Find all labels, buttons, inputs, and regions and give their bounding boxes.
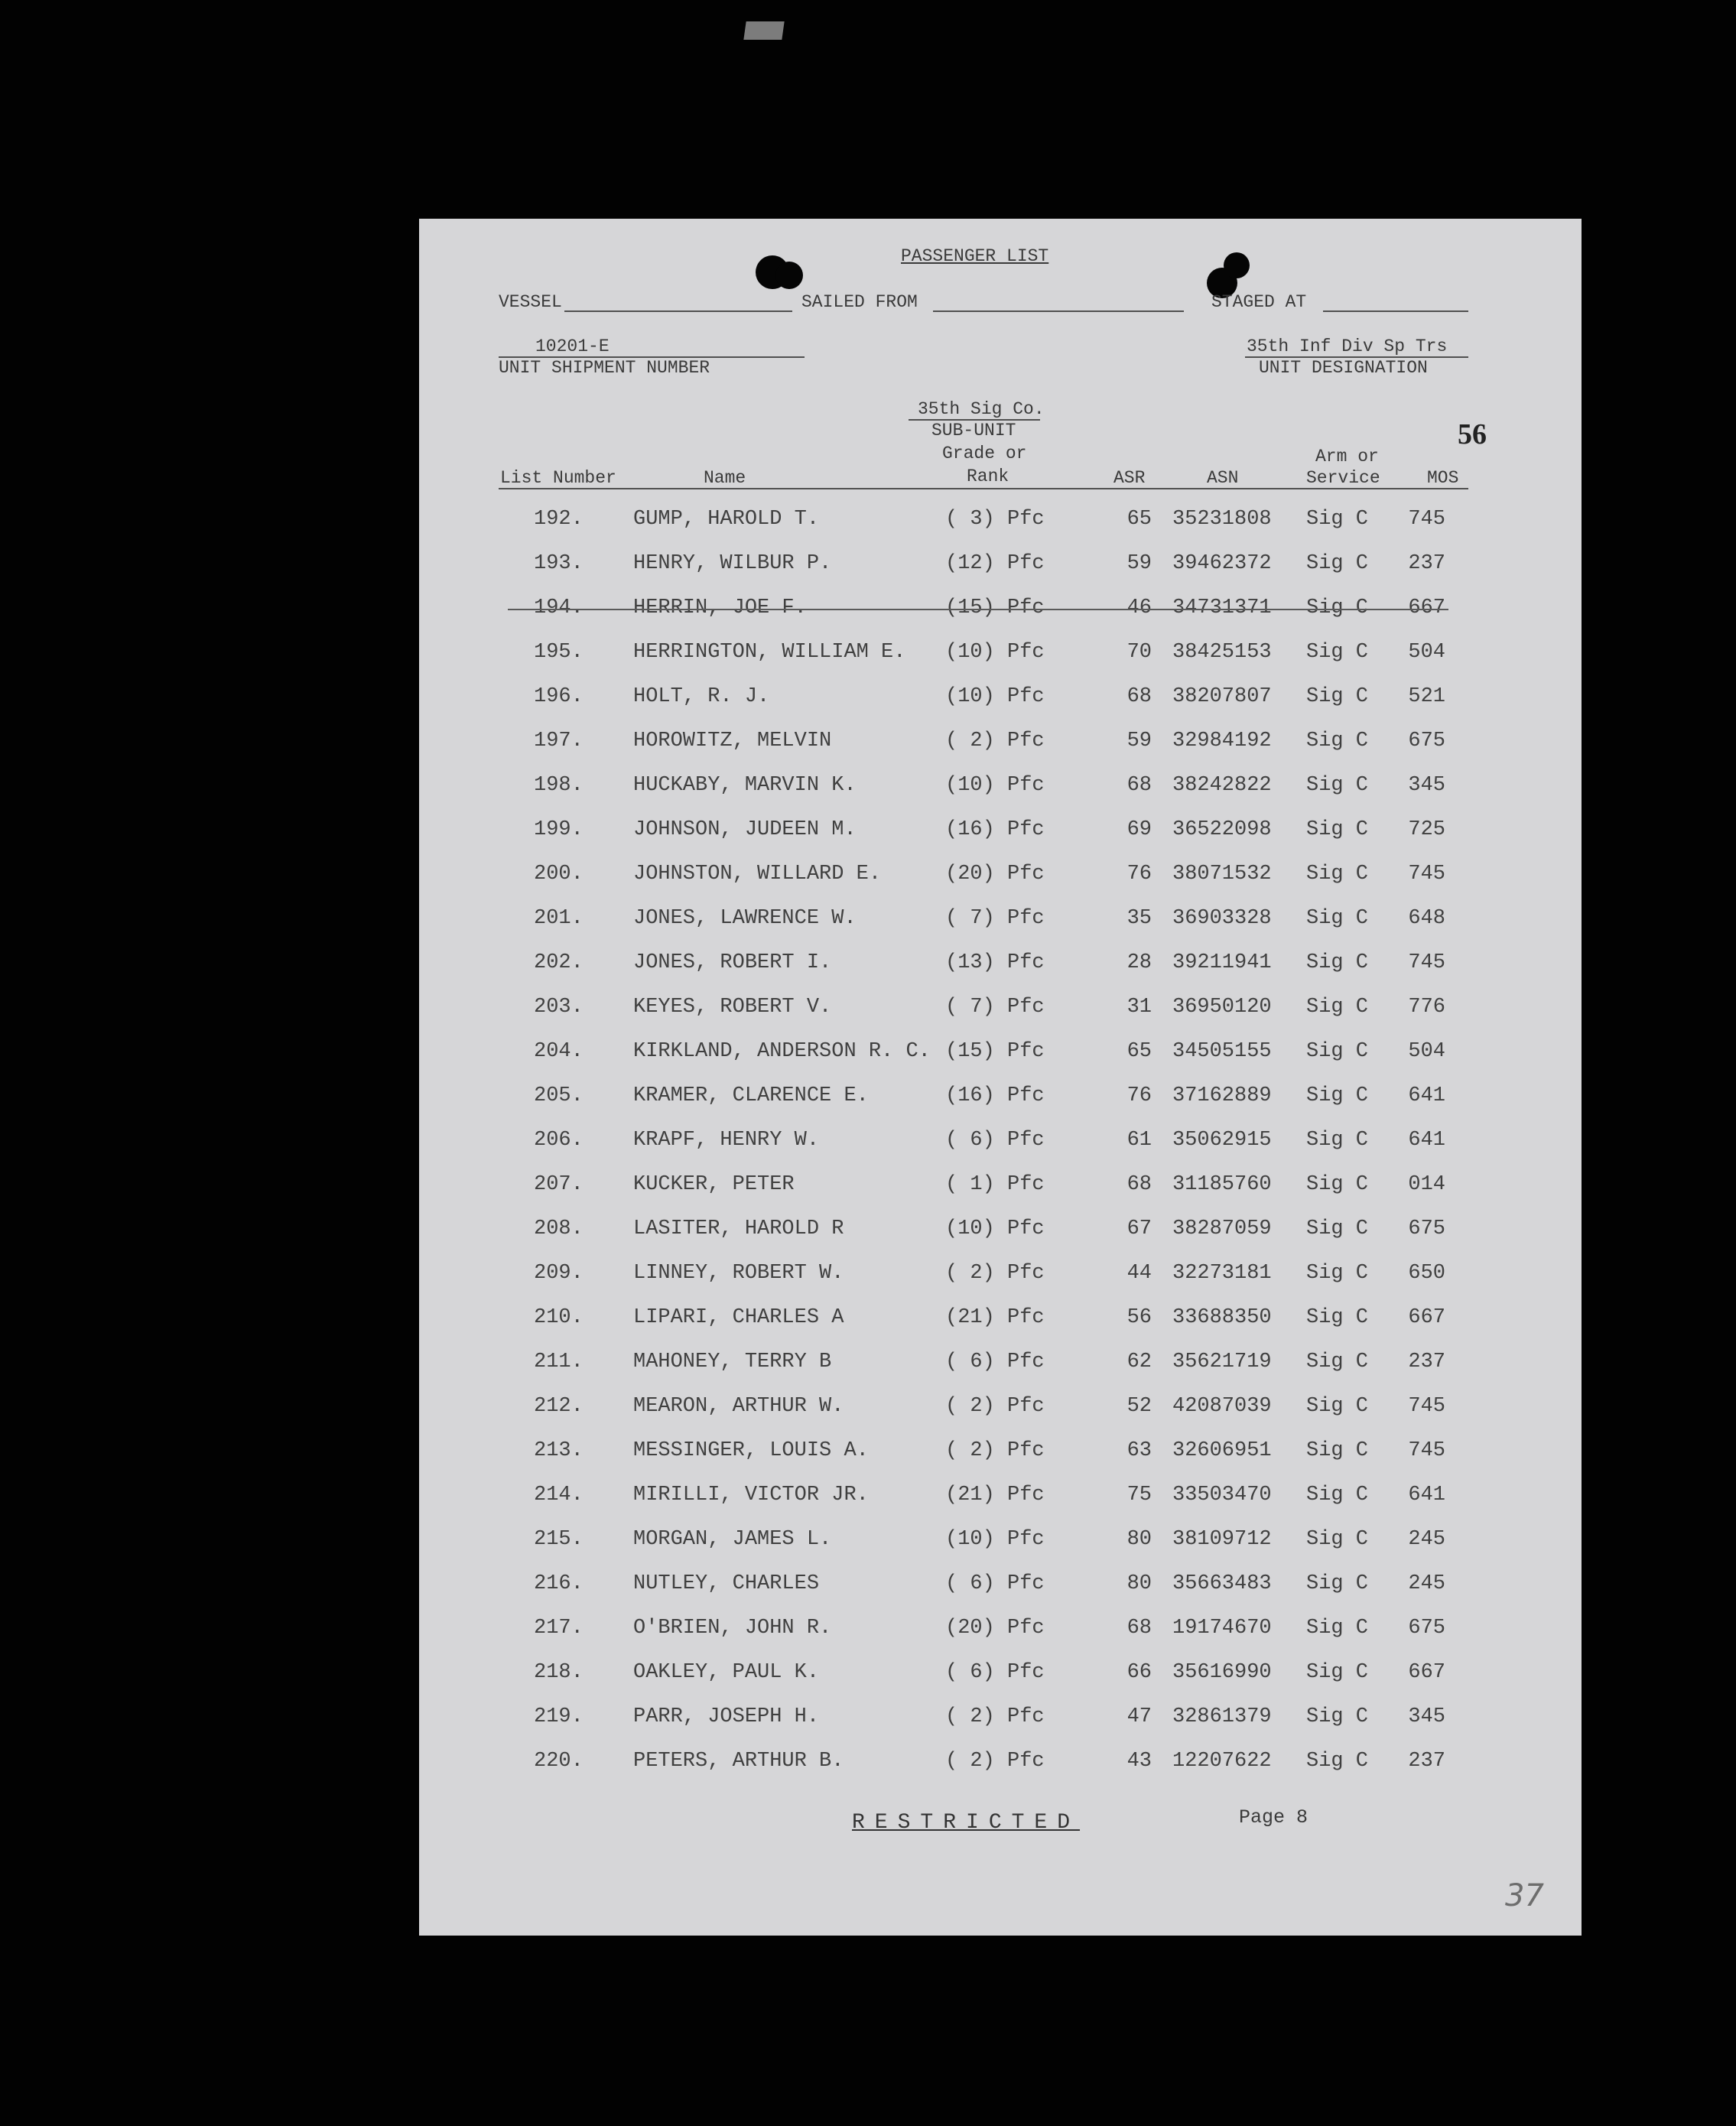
cell-arm-service: Sig C <box>1306 1262 1369 1285</box>
table-row <box>419 1351 1582 1381</box>
table-row <box>419 1617 1582 1647</box>
cell-asr: 65 <box>1126 1040 1152 1063</box>
table-row <box>419 1129 1582 1159</box>
cell-mos: 504 <box>1408 1040 1445 1063</box>
cell-mos: 345 <box>1408 774 1445 797</box>
cell-asn: 33688350 <box>1172 1306 1272 1329</box>
cell-asn: 12207622 <box>1172 1750 1272 1773</box>
table-row <box>419 951 1582 982</box>
cell-asr: 68 <box>1126 1173 1152 1196</box>
cell-list-number: 216. <box>534 1572 584 1595</box>
cell-mos: 345 <box>1408 1705 1445 1728</box>
shipment-number: 10201-E <box>535 336 610 356</box>
cell-mos: 667 <box>1408 1661 1445 1684</box>
cell-mos: 675 <box>1408 730 1445 753</box>
col-asr: ASR <box>1113 468 1146 488</box>
cell-asr: 52 <box>1126 1395 1152 1418</box>
table-row <box>419 907 1582 938</box>
page-mark-number: 56 <box>1458 418 1487 450</box>
cell-list-number: 201. <box>534 907 584 930</box>
cell-asn: 38242822 <box>1172 774 1272 797</box>
table-row <box>419 508 1582 538</box>
cell-grade: ( 1) Pfc <box>945 1173 1045 1196</box>
table-row <box>419 1484 1582 1514</box>
table-row <box>419 1306 1582 1337</box>
cell-arm-service: Sig C <box>1306 1084 1369 1107</box>
cell-mos: 641 <box>1408 1084 1445 1107</box>
table-row <box>419 552 1582 583</box>
cell-asr: 68 <box>1126 1617 1152 1640</box>
col-grade-line2: Rank <box>967 466 1009 486</box>
cell-arm-service: Sig C <box>1306 1572 1369 1595</box>
cell-asn: 32861379 <box>1172 1705 1272 1728</box>
cell-asn: 32984192 <box>1172 730 1272 753</box>
cell-list-number: 215. <box>534 1528 584 1551</box>
sailed-from-line <box>933 310 1184 312</box>
cell-asr: 76 <box>1126 1084 1152 1107</box>
cell-mos: 237 <box>1408 1750 1445 1773</box>
cell-arm-service: Sig C <box>1306 1395 1369 1418</box>
table-row <box>419 730 1582 760</box>
cell-mos: 745 <box>1408 1395 1445 1418</box>
cell-asn: 38287059 <box>1172 1217 1272 1240</box>
cell-list-number: 193. <box>534 552 584 575</box>
cell-mos: 014 <box>1408 1173 1445 1196</box>
cell-name: HOROWITZ, MELVIN <box>633 730 832 753</box>
cell-list-number: 192. <box>534 508 584 531</box>
col-asn: ASN <box>1207 468 1239 488</box>
strikethrough-line <box>508 609 1448 610</box>
cell-arm-service: Sig C <box>1306 1306 1369 1329</box>
cell-arm-service: Sig C <box>1306 1129 1369 1152</box>
cell-name: JOHNSTON, WILLARD E. <box>633 863 882 886</box>
cell-asn: 35621719 <box>1172 1351 1272 1373</box>
cell-arm-service: Sig C <box>1306 641 1369 664</box>
cell-asn: 32273181 <box>1172 1262 1272 1285</box>
cell-asr: 66 <box>1126 1661 1152 1684</box>
col-arm-line2: Service <box>1306 468 1380 488</box>
cell-grade: (10) Pfc <box>945 641 1045 664</box>
cell-grade: ( 2) Pfc <box>945 1262 1045 1285</box>
shipment-number-label: UNIT SHIPMENT NUMBER <box>499 358 710 378</box>
cell-asr: 59 <box>1126 730 1152 753</box>
cell-list-number: 206. <box>534 1129 584 1152</box>
cell-arm-service: Sig C <box>1306 996 1369 1019</box>
punch-hole-right-b <box>1224 252 1250 278</box>
cell-grade: (10) Pfc <box>945 685 1045 708</box>
cell-list-number: 207. <box>534 1173 584 1196</box>
cell-name: OAKLEY, PAUL K. <box>633 1661 820 1684</box>
cell-asn: 35062915 <box>1172 1129 1272 1152</box>
cell-asn: 42087039 <box>1172 1395 1272 1418</box>
col-mos: MOS <box>1427 468 1459 488</box>
page-number: Page 8 <box>1239 1806 1309 1829</box>
table-row <box>419 1395 1582 1425</box>
cell-name: O'BRIEN, JOHN R. <box>633 1617 832 1640</box>
cell-arm-service: Sig C <box>1306 1661 1369 1684</box>
cell-arm-service: Sig C <box>1306 1040 1369 1063</box>
cell-list-number: 210. <box>534 1306 584 1329</box>
cell-name: JONES, ROBERT I. <box>633 951 832 974</box>
cell-list-number: 218. <box>534 1661 584 1684</box>
cell-name: JONES, LAWRENCE W. <box>633 907 857 930</box>
cell-name: HUCKABY, MARVIN K. <box>633 774 857 797</box>
cell-name: KEYES, ROBERT V. <box>633 996 832 1019</box>
table-row <box>419 1750 1582 1780</box>
cell-arm-service: Sig C <box>1306 907 1369 930</box>
cell-name: PARR, JOSEPH H. <box>633 1705 820 1728</box>
cell-grade: ( 2) Pfc <box>945 1750 1045 1773</box>
sailed-from-label: SAILED FROM <box>801 292 918 312</box>
cell-asn: 39462372 <box>1172 552 1272 575</box>
cell-asr: 56 <box>1126 1306 1152 1329</box>
table-row <box>419 685 1582 716</box>
cell-list-number: 217. <box>534 1617 584 1640</box>
cell-asr: 46 <box>1126 597 1152 619</box>
cell-asr: 69 <box>1126 818 1152 841</box>
cell-grade: ( 2) Pfc <box>945 730 1045 753</box>
cell-grade: (10) Pfc <box>945 1528 1045 1551</box>
col-name: Name <box>704 468 746 488</box>
cell-asr: 76 <box>1126 863 1152 886</box>
cell-name: PETERS, ARTHUR B. <box>633 1750 844 1773</box>
cell-grade: (16) Pfc <box>945 818 1045 841</box>
cell-asn: 36522098 <box>1172 818 1272 841</box>
cell-arm-service: Sig C <box>1306 1439 1369 1462</box>
cell-list-number: 212. <box>534 1395 584 1418</box>
cell-asr: 80 <box>1126 1572 1152 1595</box>
cell-asr: 47 <box>1126 1705 1152 1728</box>
table-row <box>419 597 1582 627</box>
cell-name: JOHNSON, JUDEEN M. <box>633 818 857 841</box>
cell-mos: 667 <box>1408 1306 1445 1329</box>
cell-mos: 641 <box>1408 1129 1445 1152</box>
cell-name: MORGAN, JAMES L. <box>633 1528 832 1551</box>
cell-mos: 745 <box>1408 508 1445 531</box>
cell-mos: 675 <box>1408 1617 1445 1640</box>
cell-asn: 38109712 <box>1172 1528 1272 1551</box>
cell-grade: ( 2) Pfc <box>945 1395 1045 1418</box>
cell-asr: 67 <box>1126 1217 1152 1240</box>
cell-name: KUCKER, PETER <box>633 1173 795 1196</box>
cell-name: MESSINGER, LOUIS A. <box>633 1439 869 1462</box>
cell-asn: 32606951 <box>1172 1439 1272 1462</box>
cell-asn: 35231808 <box>1172 508 1272 531</box>
cell-grade: ( 6) Pfc <box>945 1129 1045 1152</box>
cell-arm-service: Sig C <box>1306 1173 1369 1196</box>
cell-name: MEARON, ARTHUR W. <box>633 1395 844 1418</box>
cell-asn: 19174670 <box>1172 1617 1272 1640</box>
cell-mos: 521 <box>1408 685 1445 708</box>
cell-grade: ( 2) Pfc <box>945 1705 1045 1728</box>
cell-asn: 34505155 <box>1172 1040 1272 1063</box>
unit-designation: 35th Inf Div Sp Trs <box>1247 336 1448 356</box>
cell-arm-service: Sig C <box>1306 685 1369 708</box>
cell-arm-service: Sig C <box>1306 730 1369 753</box>
cell-asr: 80 <box>1126 1528 1152 1551</box>
cell-mos: 504 <box>1408 641 1445 664</box>
film-tab-mark <box>743 21 784 40</box>
table-row <box>419 641 1582 671</box>
cell-grade: (13) Pfc <box>945 951 1045 974</box>
vessel-label: VESSEL <box>499 292 562 312</box>
cell-name: HERRINGTON, WILLIAM E. <box>633 641 906 664</box>
cell-asr: 68 <box>1126 685 1152 708</box>
cell-asr: 43 <box>1126 1750 1152 1773</box>
cell-mos: 745 <box>1408 1439 1445 1462</box>
cell-list-number: 199. <box>534 818 584 841</box>
cell-arm-service: Sig C <box>1306 1351 1369 1373</box>
cell-name: LASITER, HAROLD R <box>633 1217 844 1240</box>
column-header-rule <box>499 488 1468 489</box>
cell-list-number: 213. <box>534 1439 584 1462</box>
passenger-list-page <box>419 219 1582 1936</box>
cell-list-number: 195. <box>534 641 584 664</box>
cell-arm-service: Sig C <box>1306 818 1369 841</box>
cell-mos: 745 <box>1408 863 1445 886</box>
cell-grade: ( 3) Pfc <box>945 508 1045 531</box>
cell-asr: 70 <box>1126 641 1152 664</box>
cell-arm-service: Sig C <box>1306 552 1369 575</box>
cell-asr: 68 <box>1126 774 1152 797</box>
cell-grade: ( 6) Pfc <box>945 1661 1045 1684</box>
cell-mos: 237 <box>1408 1351 1445 1373</box>
cell-asn: 33503470 <box>1172 1484 1272 1507</box>
cell-list-number: 209. <box>534 1262 584 1285</box>
punch-hole-left-b <box>775 262 803 289</box>
cell-arm-service: Sig C <box>1306 1705 1369 1728</box>
cell-name: NUTLEY, CHARLES <box>633 1572 820 1595</box>
cell-grade: (20) Pfc <box>945 863 1045 886</box>
cell-arm-service: Sig C <box>1306 951 1369 974</box>
cell-asn: 35616990 <box>1172 1661 1272 1684</box>
cell-list-number: 198. <box>534 774 584 797</box>
cell-name: MIRILLI, VICTOR JR. <box>633 1484 869 1507</box>
cell-list-number: 211. <box>534 1351 584 1373</box>
sub-unit-name: 35th Sig Co. <box>918 399 1045 419</box>
table-row <box>419 1084 1582 1115</box>
cell-asr: 75 <box>1126 1484 1152 1507</box>
cell-grade: ( 7) Pfc <box>945 996 1045 1019</box>
vessel-line <box>564 310 792 312</box>
col-arm-line1: Arm or <box>1315 447 1379 466</box>
cell-mos: 245 <box>1408 1528 1445 1551</box>
cell-asn: 38207807 <box>1172 685 1272 708</box>
cell-name: LINNEY, ROBERT W. <box>633 1262 844 1285</box>
page-title: PASSENGER LIST <box>901 246 1049 266</box>
cell-grade: (15) Pfc <box>945 597 1045 619</box>
table-row <box>419 774 1582 805</box>
cell-arm-service: Sig C <box>1306 1484 1369 1507</box>
cell-mos: 675 <box>1408 1217 1445 1240</box>
cell-name: KIRKLAND, ANDERSON R. C. <box>633 1040 931 1063</box>
table-row <box>419 1217 1582 1248</box>
cell-arm-service: Sig C <box>1306 774 1369 797</box>
cell-grade: (21) Pfc <box>945 1306 1045 1329</box>
table-row <box>419 1040 1582 1071</box>
table-row <box>419 1572 1582 1603</box>
cell-grade: (16) Pfc <box>945 1084 1045 1107</box>
cell-grade: (12) Pfc <box>945 552 1045 575</box>
cell-arm-service: Sig C <box>1306 1217 1369 1240</box>
cell-grade: ( 6) Pfc <box>945 1351 1045 1373</box>
cell-arm-service: Sig C <box>1306 1750 1369 1773</box>
staged-at-label: STAGED AT <box>1211 292 1307 312</box>
cell-list-number: 196. <box>534 685 584 708</box>
cell-name: HOLT, R. J. <box>633 685 770 708</box>
cell-name: KRAMER, CLARENCE E. <box>633 1084 869 1107</box>
cell-grade: (10) Pfc <box>945 774 1045 797</box>
cell-grade: (15) Pfc <box>945 1040 1045 1063</box>
cell-asn: 35663483 <box>1172 1572 1272 1595</box>
table-row <box>419 1262 1582 1292</box>
cell-asr: 63 <box>1126 1439 1152 1462</box>
cell-mos: 648 <box>1408 907 1445 930</box>
unit-designation-label: UNIT DESIGNATION <box>1259 358 1428 378</box>
cell-asr: 31 <box>1126 996 1152 1019</box>
cell-arm-service: Sig C <box>1306 1528 1369 1551</box>
table-row <box>419 1528 1582 1559</box>
cell-arm-service: Sig C <box>1306 508 1369 531</box>
cell-list-number: 214. <box>534 1484 584 1507</box>
cell-asr: 28 <box>1126 951 1152 974</box>
cell-grade: ( 7) Pfc <box>945 907 1045 930</box>
pencil-folio-number: 37 <box>1505 1878 1544 1913</box>
cell-name: LIPARI, CHARLES A <box>633 1306 844 1329</box>
cell-asn: 37162889 <box>1172 1084 1272 1107</box>
table-row <box>419 1661 1582 1692</box>
cell-arm-service: Sig C <box>1306 1617 1369 1640</box>
cell-list-number: 200. <box>534 863 584 886</box>
classification-marking: RESTRICTED <box>852 1811 1081 1835</box>
cell-mos: 245 <box>1408 1572 1445 1595</box>
cell-mos: 745 <box>1408 951 1445 974</box>
cell-mos: 237 <box>1408 552 1445 575</box>
cell-list-number: 220. <box>534 1750 584 1773</box>
cell-mos: 725 <box>1408 818 1445 841</box>
cell-list-number: 202. <box>534 951 584 974</box>
cell-asr: 44 <box>1126 1262 1152 1285</box>
cell-asn: 31185760 <box>1172 1173 1272 1196</box>
cell-arm-service: Sig C <box>1306 863 1369 886</box>
cell-mos: 650 <box>1408 1262 1445 1285</box>
cell-list-number: 208. <box>534 1217 584 1240</box>
cell-grade: (20) Pfc <box>945 1617 1045 1640</box>
cell-asn: 36950120 <box>1172 996 1272 1019</box>
cell-list-number: 205. <box>534 1084 584 1107</box>
cell-mos: 667 <box>1408 597 1445 619</box>
cell-grade: (10) Pfc <box>945 1217 1045 1240</box>
table-row <box>419 863 1582 893</box>
cell-grade: ( 2) Pfc <box>945 1439 1045 1462</box>
cell-list-number: 203. <box>534 996 584 1019</box>
table-row <box>419 1705 1582 1736</box>
cell-list-number: 204. <box>534 1040 584 1063</box>
cell-asn: 39211941 <box>1172 951 1272 974</box>
staged-at-line <box>1323 310 1468 312</box>
cell-name: HERRIN, JOE F. <box>633 597 807 619</box>
cell-asr: 59 <box>1126 552 1152 575</box>
col-list-number: List Number <box>500 468 616 488</box>
table-row <box>419 1173 1582 1204</box>
cell-name: HENRY, WILBUR P. <box>633 552 832 575</box>
cell-mos: 641 <box>1408 1484 1445 1507</box>
cell-arm-service: Sig C <box>1306 597 1369 619</box>
cell-list-number: 194. <box>534 597 584 619</box>
table-row <box>419 1439 1582 1470</box>
cell-asn: 36903328 <box>1172 907 1272 930</box>
table-row <box>419 996 1582 1026</box>
cell-asr: 65 <box>1126 508 1152 531</box>
cell-list-number: 197. <box>534 730 584 753</box>
cell-asn: 38071532 <box>1172 863 1272 886</box>
sub-unit-label: SUB-UNIT <box>931 421 1016 440</box>
cell-asr: 35 <box>1126 907 1152 930</box>
cell-grade: ( 6) Pfc <box>945 1572 1045 1595</box>
cell-grade: (21) Pfc <box>945 1484 1045 1507</box>
col-grade-line1: Grade or <box>942 444 1027 463</box>
cell-name: KRAPF, HENRY W. <box>633 1129 820 1152</box>
cell-asn: 34731371 <box>1172 597 1272 619</box>
cell-name: GUMP, HAROLD T. <box>633 508 820 531</box>
cell-asn: 38425153 <box>1172 641 1272 664</box>
cell-asr: 62 <box>1126 1351 1152 1373</box>
cell-list-number: 219. <box>534 1705 584 1728</box>
cell-asr: 61 <box>1126 1129 1152 1152</box>
cell-mos: 776 <box>1408 996 1445 1019</box>
cell-name: MAHONEY, TERRY B <box>633 1351 832 1373</box>
table-row <box>419 818 1582 849</box>
